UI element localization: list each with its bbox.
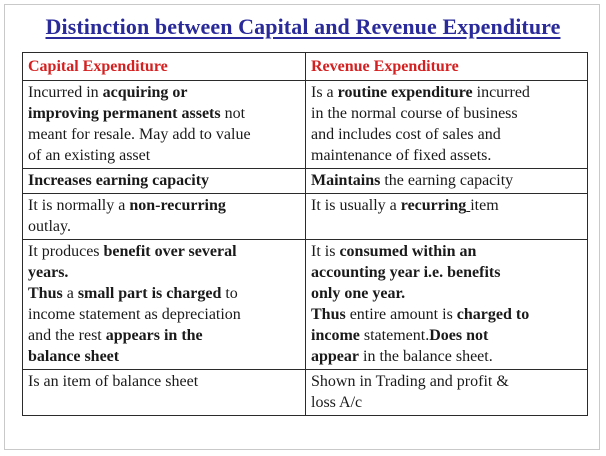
cell-line: [311, 325, 583, 346]
bold-text: income: [311, 327, 360, 344]
cell-line: [28, 262, 301, 283]
cell-line: [311, 124, 583, 145]
cell-line: [28, 170, 301, 191]
bold-text: non-recurring: [129, 197, 226, 214]
cell-text: the earning capacity: [380, 172, 514, 189]
cell-text: Incurred in: [28, 84, 103, 101]
table-row: [23, 370, 588, 416]
cell-line: [28, 371, 301, 392]
cell-text: entire amount is: [345, 306, 457, 323]
cell-text: in the balance sheet.: [359, 348, 493, 365]
capital-cell: [23, 81, 306, 169]
cell-text: item: [470, 197, 499, 214]
bold-text: improving permanent assets: [28, 105, 221, 122]
bold-text: only one year.: [311, 285, 406, 302]
cell-text: It is usually a: [311, 197, 401, 214]
bold-text: consumed within an: [339, 243, 477, 260]
bold-text: appear: [311, 348, 359, 365]
cell-line: [311, 283, 583, 304]
cell-line: [28, 103, 301, 124]
revenue-cell: [306, 81, 588, 169]
cell-text: and the rest: [28, 327, 106, 344]
bold-text: acquiring or: [102, 84, 188, 101]
cell-text: It is normally a: [28, 197, 130, 214]
cell-line: [28, 325, 301, 346]
cell-line: [28, 241, 301, 262]
table-row: [23, 169, 588, 194]
cell-text: statement.: [359, 327, 430, 344]
cell-text: meant for resale. May add to value: [28, 126, 251, 143]
cell-text: income statement as depreciation: [28, 306, 241, 323]
bold-text: Does not: [429, 327, 489, 344]
cell-text: loss A/c: [311, 394, 363, 411]
bold-text: Maintains: [311, 172, 381, 189]
bold-text: benefit over several: [103, 243, 237, 260]
bold-text: recurring: [400, 197, 467, 214]
cell-text: a: [62, 285, 78, 302]
cell-text: Is a: [311, 84, 338, 101]
cell-text: Is an item of balance sheet: [28, 373, 199, 390]
capital-expenditure-header: Capital Expenditure: [23, 53, 306, 81]
table-row: [23, 81, 588, 169]
cell-line: [311, 371, 583, 392]
bold-text: routine expenditure: [337, 84, 473, 101]
cell-line: [28, 283, 301, 304]
cell-line: [311, 241, 583, 262]
comparison-table: [22, 52, 588, 416]
revenue-cell: [306, 370, 588, 416]
revenue-cell: [306, 194, 588, 240]
cell-line: [311, 304, 583, 325]
bold-text: Thus: [311, 306, 346, 323]
bold-text: balance sheet: [28, 348, 120, 365]
bold-text: accounting year i.e. benefits: [311, 264, 501, 281]
revenue-cell: [306, 240, 588, 370]
table-header-row: [23, 53, 588, 81]
cell-line: [311, 195, 583, 216]
cell-line: [311, 392, 583, 413]
cell-text: It produces: [28, 243, 104, 260]
bold-text: small part is charged: [77, 285, 222, 302]
cell-line: [28, 216, 301, 237]
cell-line: [311, 346, 583, 367]
cell-text: and includes cost of sales and: [311, 126, 501, 143]
slide-title: Distinction between Capital and Revenue Expenditure: [45, 14, 561, 39]
cell-line: [28, 124, 301, 145]
cell-line: [28, 145, 301, 166]
cell-line: [311, 145, 583, 166]
cell-text: It is: [311, 243, 340, 260]
cell-text: not: [220, 105, 246, 122]
cell-text: maintenance of fixed assets.: [311, 147, 492, 164]
cell-line: [311, 103, 583, 124]
cell-line: [311, 82, 583, 103]
cell-text: Shown in Trading and profit &: [311, 373, 509, 390]
cell-line: [28, 195, 301, 216]
capital-cell: [23, 169, 306, 194]
bold-text: charged to: [456, 306, 530, 323]
capital-cell: [23, 240, 306, 370]
cell-text: incurred: [472, 84, 530, 101]
cell-text: to: [221, 285, 238, 302]
cell-line: [28, 346, 301, 367]
capital-cell: [23, 194, 306, 240]
bold-text: appears in the: [105, 327, 203, 344]
cell-text: in the normal course of business: [311, 105, 518, 122]
cell-text: of an existing asset: [28, 147, 151, 164]
table-row: [23, 194, 588, 240]
revenue-expenditure-header: Revenue Expenditure: [306, 53, 588, 81]
capital-cell: [23, 370, 306, 416]
cell-line: [28, 82, 301, 103]
bold-text: Thus: [28, 285, 63, 302]
cell-line: [311, 262, 583, 283]
table-row: [23, 240, 588, 370]
cell-line: [311, 170, 583, 191]
revenue-cell: [306, 169, 588, 194]
cell-text: outlay.: [28, 218, 71, 235]
cell-line: [28, 304, 301, 325]
bold-text: years.: [28, 264, 69, 281]
bold-text: Increases earning capacity: [28, 172, 210, 189]
